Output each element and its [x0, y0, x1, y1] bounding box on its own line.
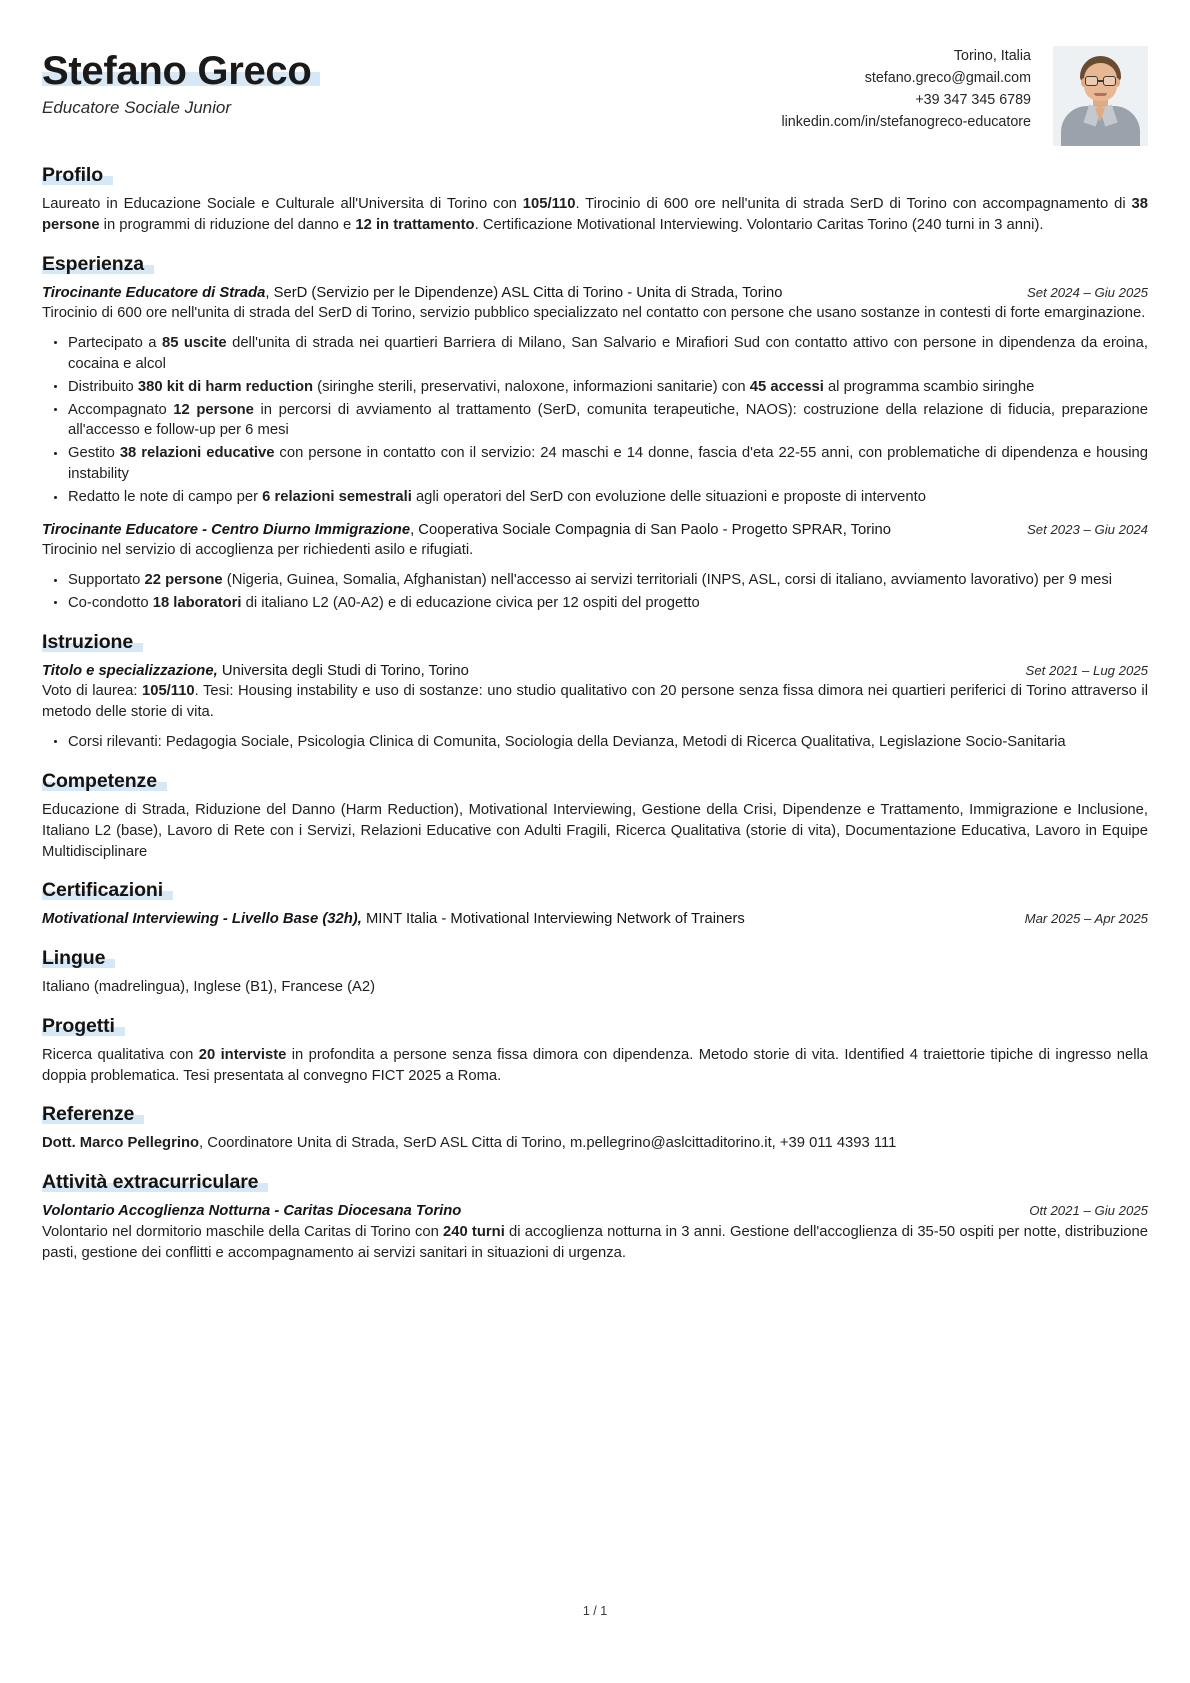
entry-bullet-list [42, 333, 1148, 508]
entry-date: Set 2024 – Giu 2025 [1027, 284, 1148, 300]
istruzione-entries [42, 661, 1148, 753]
entry-title: Titolo e specializzazione, Universita degli Studi di Torino, Torino [42, 662, 469, 679]
section-istruzione [42, 631, 1148, 753]
lingue-text: Italiano (madrelingua), Inglese (B1), Francese (A2) [42, 978, 376, 995]
list-item: Supportato 22 persone (Nigeria, Guinea, Somalia, Afghanistan) nell'accesso ai servizi territoriali (INPS, ASL, corsi di italiano, avviamento lavorativo) per 9 mesi [42, 570, 1148, 591]
extracurriculare-entries [42, 1201, 1148, 1263]
entry-header [42, 1201, 1148, 1221]
section-heading-lingue: Lingue [42, 946, 106, 969]
entry-date: Mar 2025 – Apr 2025 [1024, 911, 1148, 927]
entry-header [42, 661, 1148, 681]
entry-title: Tirocinante Educatore di Strada, SerD (Servizio per le Dipendenze) ASL Citta di Torino - Unita di Strada, Torino [42, 284, 783, 301]
entry-description: Tirocinio nel servizio di accoglienza per richiedenti asilo e rifugiati. [42, 542, 474, 559]
section-heading-referenze: Referenze [42, 1103, 135, 1126]
entry-title: Volontario Accoglienza Notturna - Caritas Diocesana Torino [42, 1203, 462, 1220]
section-competenze [42, 770, 1148, 863]
certificazioni-entries [42, 909, 1148, 929]
experience-entry [42, 283, 1148, 508]
entry-header [42, 909, 1148, 929]
progetti-text: Ricerca qualitativa con 20 interviste in profondita a persone senza fissa dimora con dipendenza. Metodo storie di vita. Identified 4 traiettorie tipiche di ingresso nella doppia problematica. Tesi presentata al convegno FICT 2025 a Roma. [42, 1046, 1148, 1084]
list-item: Partecipato a 85 uscite dell'unita di strada nei quartieri Barriera di Milano, San Salvario e Mirafiori Sud con contatto attivo con persone in dipendenza da eroina, cocaina e alcol [42, 333, 1148, 375]
header-right [781, 34, 1148, 146]
section-esperienza [42, 253, 1148, 614]
avatar [1053, 46, 1148, 146]
section-certificazioni [42, 879, 1148, 929]
identity-block [42, 34, 312, 118]
entry-header [42, 520, 1148, 540]
list-item: Redatto le note di campo per 6 relazioni semestrali agli operatori del SerD con evoluzione delle situazioni e proposte di intervento [42, 487, 1148, 508]
entry-date: Set 2021 – Lug 2025 [1025, 662, 1148, 678]
contact-phone[interactable]: +39 347 345 6789 [915, 91, 1031, 108]
section-profilo [42, 164, 1148, 236]
section-heading-esperienza: Esperienza [42, 252, 144, 275]
entry-title: Motivational Interviewing - Livello Base (32h), MINT Italia - Motivational Interviewing Network of Trainers [42, 911, 745, 928]
name-wrap [42, 50, 312, 92]
contact-block [781, 46, 1031, 133]
experience-entry [42, 1201, 1148, 1263]
entry-description: Tirocinio di 600 ore nell'unita di strada del SerD di Torino, servizio pubblico specializzato nel contatto con persone che usano sostanze in contesti di forte emarginazione. [42, 305, 1146, 322]
section-heading-profilo: Profilo [42, 164, 104, 186]
list-item: Distribuito 380 kit di harm reduction (siringhe sterili, preservativi, naloxone, informazioni sanitarie) con 45 accessi al programma scambio siringhe [42, 377, 1148, 398]
experience-entry [42, 909, 1148, 929]
list-item: Gestito 38 relazioni educative con persone in contatto con il servizio: 24 maschi e 14 donne, fascia d'eta 22-55 anni, con problematiche di dipendenza e housing instability [42, 443, 1148, 485]
contact-linkedin[interactable]: linkedin.com/in/stefanogreco-educatore [781, 113, 1031, 130]
section-heading-progetti: Progetti [42, 1014, 115, 1037]
referenze-text: Dott. Marco Pellegrino, Coordinatore Unita di Strada, SerD ASL Citta di Torino, m.pellegrino@aslcittaditorino.it, +39 011 4393 111 [42, 1135, 897, 1152]
section-referenze [42, 1103, 1148, 1154]
entry-title: Tirocinante Educatore - Centro Diurno Immigrazione, Cooperativa Sociale Compagnia di San Paolo - Progetto SPRAR, Torino [42, 521, 891, 538]
contact-email[interactable]: stefano.greco@gmail.com [864, 69, 1031, 86]
experience-entry [42, 661, 1148, 753]
competenze-text: Educazione di Strada, Riduzione del Danno (Harm Reduction), Motivational Interviewing, Gestione della Crisi, Dipendenze e Trattamento, Immigrazione e Inclusione, Italiano L2 (base), Lavoro di Rete con i Servizi, Relazioni Educative con Adulti Fragili, Ricerca Qualitativa (storie di vita), Documentazione Educativa, Lavoro in Equipe Multidisciplinare [42, 801, 1148, 860]
profilo-text: Laureato in Educazione Sociale e Culturale all'Universita di Torino con 105/110. Tirocinio di 600 ore nell'unita di strada SerD di Torino con accompagnamento di 38 persone in programmi di riduzione del danno e 12 in trattamento. Certificazione Motivational Interviewing. Volontario Caritas Torino (240 turni in 3 anni). [42, 196, 1148, 233]
contact-location: Torino, Italia [953, 48, 1031, 64]
section-heading-extracurriculare: Attività extracurriculare [42, 1171, 259, 1194]
esperienza-entries [42, 283, 1148, 614]
list-item: Corsi rilevanti: Pedagogia Sociale, Psicologia Clinica di Comunita, Sociologia della Devianza, Metodi di Ricerca Qualitativa, Legislazione Socio-Sanitaria [42, 732, 1148, 753]
entry-bullet-list [42, 570, 1148, 614]
section-extracurriculare [42, 1171, 1148, 1263]
job-title: Educatore Sociale Junior [42, 98, 232, 118]
section-lingue [42, 947, 1148, 998]
list-item: Co-condotto 18 laboratori di italiano L2 (A0-A2) e di educazione civica per 12 ospiti del progetto [42, 593, 1148, 614]
section-progetti [42, 1015, 1148, 1087]
entry-description: Volontario nel dormitorio maschile della Caritas di Torino con 240 turni di accoglienza notturna in 3 anni. Gestione dell'accoglienza di 35-50 ospiti per notte, distribuzione pasti, gestione dei conflitti e accompagnamento ai servizi sanitari in situazioni di urgenza. [42, 1223, 1148, 1261]
section-heading-competenze: Competenze [42, 769, 157, 792]
entry-description: Voto di laurea: 105/110. Tesi: Housing instability e uso di sostanze: uno studio qualitativo con 20 persone senza fissa dimora nei quartieri periferici di Torino attraverso il metodo delle storie di vita. [42, 683, 1149, 721]
entry-date: Set 2023 – Giu 2024 [1027, 521, 1148, 537]
experience-entry [42, 520, 1148, 614]
section-heading-istruzione: Istruzione [42, 630, 134, 653]
list-item: Accompagnato 12 persone in percorsi di avviamento al trattamento (SerD, comunita terapeutiche, NAOS): costruzione della relazione di fiducia, preparazione all'accesso e follow-up per 6 mesi [42, 400, 1148, 442]
page-footer: 1 / 1 [582, 1604, 608, 1618]
entry-bullet-list [42, 732, 1148, 753]
resume-header [42, 34, 1148, 146]
entry-date: Ott 2021 – Giu 2025 [1029, 1203, 1148, 1219]
entry-header [42, 283, 1148, 303]
page-title: Stefano Greco [42, 49, 312, 93]
section-heading-certificazioni: Certificazioni [42, 879, 164, 902]
